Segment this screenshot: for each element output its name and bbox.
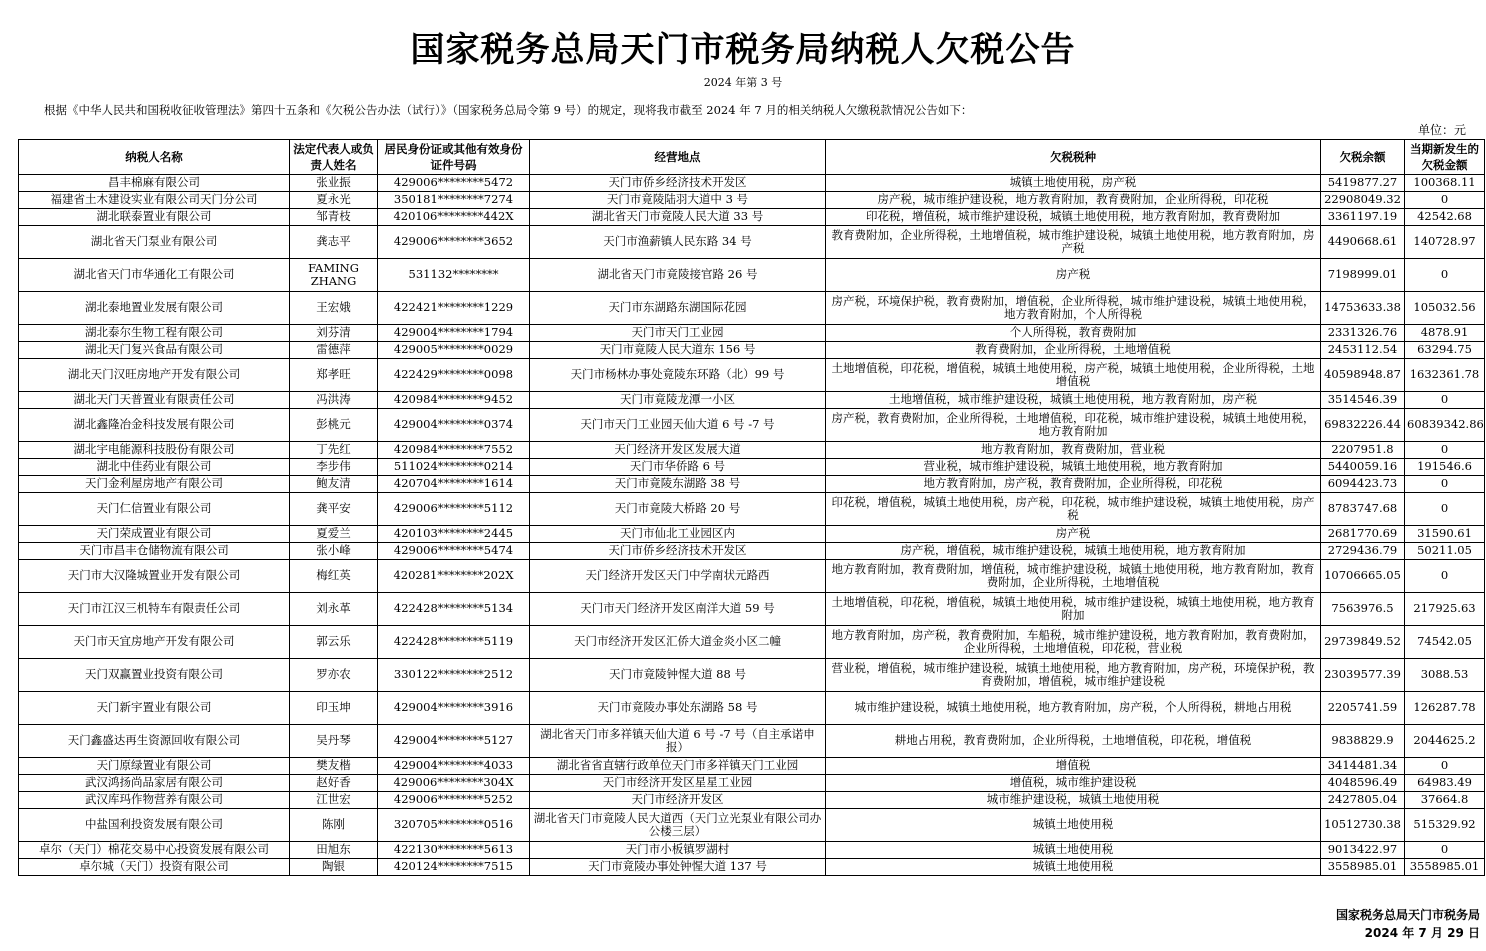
- new-arrears-cell: 100368.11: [1405, 175, 1485, 192]
- representative-cell: 吴丹琴: [290, 725, 378, 758]
- table-row: [19, 543, 1485, 560]
- arrears-balance-cell: 40598948.87: [1321, 359, 1405, 392]
- arrears-balance-cell: 2729436.79: [1321, 543, 1405, 560]
- tax-types-cell: 房产税，城市维护建设税，地方教育附加，教育费附加，企业所得税，印花税: [826, 192, 1321, 209]
- representative-cell: 郑孝旺: [290, 359, 378, 392]
- id-number-cell: 429004********1794: [378, 325, 530, 342]
- id-number-cell: 429006********3652: [378, 226, 530, 259]
- arrears-balance-cell: 3414481.34: [1321, 758, 1405, 775]
- table-row: [19, 792, 1485, 809]
- table-row: [19, 209, 1485, 226]
- new-arrears-cell: 0: [1405, 442, 1485, 459]
- taxpayer-name-cell: 卓尔（天门）棉花交易中心投资发展有限公司: [19, 842, 290, 859]
- representative-cell: 李步伟: [290, 459, 378, 476]
- tax-types-cell: 教育费附加，企业所得税，土地增值税，城市维护建设税，城镇土地使用税，地方教育附加，房产税: [826, 226, 1321, 259]
- id-number-cell: 429004********4033: [378, 758, 530, 775]
- tax-types-cell: 城镇土地使用税: [826, 859, 1321, 876]
- address-cell: 天门市天门工业园天仙大道 6 号 -7 号: [530, 409, 826, 442]
- taxpayer-name-cell: 天门仁信置业有限公司: [19, 493, 290, 526]
- tax-types-cell: 城市维护建设税，城镇土地使用税，地方教育附加，房产税，个人所得税，耕地占用税: [826, 692, 1321, 725]
- id-number-cell: 420124********7515: [378, 859, 530, 876]
- representative-cell: 郭云乐: [290, 626, 378, 659]
- id-number-cell: 420106********442X: [378, 209, 530, 226]
- header-tax-types: 欠税税种: [826, 140, 1321, 175]
- tax-types-cell: 房产税: [826, 526, 1321, 543]
- id-number-cell: 420984********7552: [378, 442, 530, 459]
- taxpayer-name-cell: 湖北宇电能源科技股份有限公司: [19, 442, 290, 459]
- table-row: [19, 809, 1485, 842]
- table-header-row: [19, 140, 1485, 175]
- address-cell: 天门市华侨路 6 号: [530, 459, 826, 476]
- new-arrears-cell: 0: [1405, 493, 1485, 526]
- id-number-cell: 429005********0029: [378, 342, 530, 359]
- tax-types-cell: 房产税，环境保护税，教育费附加，增值税，企业所得税，城市维护建设税，城镇土地使用税，地方教育附加，个人所得税: [826, 292, 1321, 325]
- address-cell: 天门市竟陵东湖路 38 号: [530, 476, 826, 493]
- table-row: [19, 392, 1485, 409]
- taxpayer-name-cell: 湖北鑫隆冶金科技发展有限公司: [19, 409, 290, 442]
- address-cell: 天门经济开发区发展大道: [530, 442, 826, 459]
- tax-types-cell: 营业税，增值税，城市维护建设税，城镇土地使用税，地方教育附加，房产税，环境保护税，教育费附加，增值税，城市维护建设税: [826, 659, 1321, 692]
- new-arrears-cell: 0: [1405, 392, 1485, 409]
- taxpayer-name-cell: 天门新宇置业有限公司: [19, 692, 290, 725]
- representative-cell: 樊友楷: [290, 758, 378, 775]
- table-row: [19, 593, 1485, 626]
- arrears-balance-cell: 4490668.61: [1321, 226, 1405, 259]
- arrears-balance-cell: 9838829.9: [1321, 725, 1405, 758]
- arrears-balance-cell: 22908049.32: [1321, 192, 1405, 209]
- table-row: [19, 560, 1485, 593]
- footer: [1336, 906, 1480, 942]
- taxpayer-name-cell: 武汉库玛作物营养有限公司: [19, 792, 290, 809]
- new-arrears-cell: 105032.56: [1405, 292, 1485, 325]
- taxpayer-name-cell: 天门市江汉三机特车有限责任公司: [19, 593, 290, 626]
- table-row: [19, 526, 1485, 543]
- taxpayer-name-cell: 天门金利屋房地产有限公司: [19, 476, 290, 493]
- arrears-balance-cell: 23039577.39: [1321, 659, 1405, 692]
- header-taxpayer-name: 纳税人名称: [19, 140, 290, 175]
- footer-organization: 国家税务总局天门市税务局: [1335, 908, 1480, 922]
- table-row: [19, 859, 1485, 876]
- table-row: [19, 659, 1485, 692]
- id-number-cell: 429006********5474: [378, 543, 530, 560]
- representative-cell: 陈刚: [290, 809, 378, 842]
- header-representative: 法定代表人或负责人姓名: [290, 140, 378, 175]
- tax-types-cell: 增值税，城市维护建设税: [826, 775, 1321, 792]
- taxpayer-name-cell: 武汉鸿扬尚品家居有限公司: [19, 775, 290, 792]
- intro-paragraph: 根据《中华人民共和国税收征收管理法》第四十五条和《欠税公告办法（试行）》（国家税务总局令第 9 号）的规定，现将我市截至 2024 年 7 月的相关纳税人欠缴税款情况公告如下：: [44, 103, 973, 117]
- new-arrears-cell: 191546.6: [1405, 459, 1485, 476]
- tax-types-cell: 土地增值税，印花税，增值税，城镇土地使用税，城市维护建设税，城镇土地使用税，地方教育附加: [826, 593, 1321, 626]
- id-number-cell: 420984********9452: [378, 392, 530, 409]
- arrears-balance-cell: 10512730.38: [1321, 809, 1405, 842]
- address-cell: 天门市竟陵人民大道东 156 号: [530, 342, 826, 359]
- new-arrears-cell: 31590.61: [1405, 526, 1485, 543]
- taxpayer-name-cell: 福建省土木建设实业有限公司天门分公司: [19, 192, 290, 209]
- taxpayer-name-cell: 卓尔城（天门）投资有限公司: [19, 859, 290, 876]
- taxpayer-name-cell: 湖北天门汉旺房地产开发有限公司: [19, 359, 290, 392]
- tax-types-cell: 地方教育附加，房产税，教育费附加，车船税，城市维护建设税，地方教育附加，教育费附加，企业所得税，土地增值税，印花税，营业税: [826, 626, 1321, 659]
- address-cell: 天门市竟陵陆羽大道中 3 号: [530, 192, 826, 209]
- id-number-cell: 320705********0516: [378, 809, 530, 842]
- arrears-balance-cell: 5440059.16: [1321, 459, 1405, 476]
- arrears-balance-cell: 6094423.73: [1321, 476, 1405, 493]
- taxpayer-name-cell: 湖北中佳药业有限公司: [19, 459, 290, 476]
- tax-types-cell: 土地增值税，印花税，增值税，城镇土地使用税，房产税，城镇土地使用税，企业所得税，土地增值税: [826, 359, 1321, 392]
- tax-types-cell: 城镇土地使用税: [826, 809, 1321, 842]
- new-arrears-cell: 42542.68: [1405, 209, 1485, 226]
- address-cell: 天门市侨乡经济技术开发区: [530, 175, 826, 192]
- table-row: [19, 842, 1485, 859]
- header-business-address: 经营地点: [530, 140, 826, 175]
- representative-cell: 田旭东: [290, 842, 378, 859]
- new-arrears-cell: 37664.8: [1405, 792, 1485, 809]
- taxpayer-name-cell: 昌丰棉麻有限公司: [19, 175, 290, 192]
- address-cell: 湖北省天门市竟陵接官路 26 号: [530, 259, 826, 292]
- id-number-cell: 350181********7274: [378, 192, 530, 209]
- new-arrears-cell: 4878.91: [1405, 325, 1485, 342]
- table-row: [19, 259, 1485, 292]
- tax-types-cell: 城市维护建设税，城镇土地使用税: [826, 792, 1321, 809]
- arrears-balance-cell: 3558985.01: [1321, 859, 1405, 876]
- representative-cell: 龚志平: [290, 226, 378, 259]
- table-row: [19, 775, 1485, 792]
- new-arrears-cell: 60839342.86: [1405, 409, 1485, 442]
- footer-date: 2024 年 7 月 29 日: [1364, 926, 1480, 940]
- id-number-cell: 420103********2445: [378, 526, 530, 543]
- new-arrears-cell: 126287.78: [1405, 692, 1485, 725]
- new-arrears-cell: 63294.75: [1405, 342, 1485, 359]
- new-arrears-cell: 3558985.01: [1405, 859, 1485, 876]
- table-row: [19, 692, 1485, 725]
- id-number-cell: 429004********5127: [378, 725, 530, 758]
- tax-types-cell: 印花税，增值税，城镇土地使用税，房产税，印花税，城市维护建设税，城镇土地使用税，房产税: [826, 493, 1321, 526]
- table-row: [19, 292, 1485, 325]
- table-row: [19, 192, 1485, 209]
- id-number-cell: 531132********: [378, 259, 530, 292]
- taxpayer-name-cell: 天门荣成置业有限公司: [19, 526, 290, 543]
- table-row: [19, 359, 1485, 392]
- table-row: [19, 626, 1485, 659]
- address-cell: 湖北省天门市多祥镇天仙大道 6 号 -7 号（自主承诺申报）: [530, 725, 826, 758]
- tax-types-cell: 地方教育附加，房产税，教育费附加，企业所得税，印花税: [826, 476, 1321, 493]
- address-cell: 天门市竟陵办事处钟惺大道 137 号: [530, 859, 826, 876]
- id-number-cell: 429006********5472: [378, 175, 530, 192]
- id-number-cell: 420704********1614: [378, 476, 530, 493]
- representative-cell: 邹青枝: [290, 209, 378, 226]
- address-cell: 天门市经济开发区: [530, 792, 826, 809]
- new-arrears-cell: 50211.05: [1405, 543, 1485, 560]
- taxpayer-name-cell: 中盐国利投资发展有限公司: [19, 809, 290, 842]
- arrears-balance-cell: 2427805.04: [1321, 792, 1405, 809]
- arrears-balance-cell: 2207951.8: [1321, 442, 1405, 459]
- address-cell: 湖北省天门市竟陵人民大道西（天门立光泵业有限公司办公楼三层）: [530, 809, 826, 842]
- table-row: [19, 175, 1485, 192]
- arrears-balance-cell: 14753633.38: [1321, 292, 1405, 325]
- arrears-balance-cell: 5419877.27: [1321, 175, 1405, 192]
- representative-cell: 罗亦农: [290, 659, 378, 692]
- representative-cell: 梅红英: [290, 560, 378, 593]
- table-row: [19, 325, 1485, 342]
- address-cell: 天门市天门经济开发区南洋大道 59 号: [530, 593, 826, 626]
- representative-cell: 王宏娥: [290, 292, 378, 325]
- id-number-cell: 422428********5134: [378, 593, 530, 626]
- representative-cell: 张小峰: [290, 543, 378, 560]
- address-cell: 天门市杨林办事处竟陵东环路（北）99 号: [530, 359, 826, 392]
- taxpayer-name-cell: 天门市天宜房地产开发有限公司: [19, 626, 290, 659]
- taxpayer-name-cell: 湖北省天门市华通化工有限公司: [19, 259, 290, 292]
- header-new-arrears: 当期新发生的欠税金额: [1405, 140, 1485, 175]
- arrears-balance-cell: 8783747.68: [1321, 493, 1405, 526]
- table-row: [19, 725, 1485, 758]
- tax-types-cell: 耕地占用税，教育费附加，企业所得税，土地增值税，印花税，增值税: [826, 725, 1321, 758]
- address-cell: 天门市经济开发区星星工业园: [530, 775, 826, 792]
- taxpayer-name-cell: 湖北联泰置业有限公司: [19, 209, 290, 226]
- arrears-balance-cell: 2205741.59: [1321, 692, 1405, 725]
- taxpayer-name-cell: 湖北省天门泵业有限公司: [19, 226, 290, 259]
- address-cell: 天门市竟陵龙潭一小区: [530, 392, 826, 409]
- address-cell: 天门经济开发区天门中学南状元路西: [530, 560, 826, 593]
- unit-label: 单位：元: [1417, 123, 1466, 137]
- arrears-balance-cell: 69832226.44: [1321, 409, 1405, 442]
- address-cell: 天门市渔薪镇人民东路 34 号: [530, 226, 826, 259]
- arrears-balance-cell: 7198999.01: [1321, 259, 1405, 292]
- issue-number: 2024 年第 3 号: [703, 76, 783, 89]
- tax-types-cell: 印花税，增值税，城市维护建设税，城镇土地使用税，地方教育附加，教育费附加: [826, 209, 1321, 226]
- table-row: [19, 493, 1485, 526]
- table-row: [19, 409, 1485, 442]
- taxpayer-name-cell: 天门市大汉隆城置业开发有限公司: [19, 560, 290, 593]
- arrears-balance-cell: 2453112.54: [1321, 342, 1405, 359]
- arrears-balance-cell: 9013422.97: [1321, 842, 1405, 859]
- id-number-cell: 330122********2512: [378, 659, 530, 692]
- arrears-balance-cell: 10706665.05: [1321, 560, 1405, 593]
- representative-cell: 刘永革: [290, 593, 378, 626]
- id-number-cell: 422428********5119: [378, 626, 530, 659]
- representative-cell: 江世宏: [290, 792, 378, 809]
- representative-cell: 印玉坤: [290, 692, 378, 725]
- representative-cell: 陶银: [290, 859, 378, 876]
- representative-cell: 鲍友清: [290, 476, 378, 493]
- tax-types-cell: 土地增值税，城市维护建设税，城镇土地使用税，地方教育附加，房产税: [826, 392, 1321, 409]
- id-number-cell: 422429********0098: [378, 359, 530, 392]
- new-arrears-cell: 74542.05: [1405, 626, 1485, 659]
- new-arrears-cell: 0: [1405, 192, 1485, 209]
- header-arrears-balance: 欠税余额: [1321, 140, 1405, 175]
- arrears-balance-cell: 4048596.49: [1321, 775, 1405, 792]
- representative-cell: 夏爱兰: [290, 526, 378, 543]
- table-row: [19, 459, 1485, 476]
- arrears-balance-cell: 29739849.52: [1321, 626, 1405, 659]
- taxpayer-name-cell: 天门鑫盛达再生资源回收有限公司: [19, 725, 290, 758]
- new-arrears-cell: 515329.92: [1405, 809, 1485, 842]
- taxpayer-name-cell: 天门原绿置业有限公司: [19, 758, 290, 775]
- taxpayer-name-cell: 湖北天门复兴食品有限公司: [19, 342, 290, 359]
- id-number-cell: 422130********5613: [378, 842, 530, 859]
- arrears-balance-cell: 3514546.39: [1321, 392, 1405, 409]
- new-arrears-cell: 0: [1405, 758, 1485, 775]
- new-arrears-cell: 0: [1405, 259, 1485, 292]
- representative-cell: 赵好香: [290, 775, 378, 792]
- new-arrears-cell: 0: [1405, 842, 1485, 859]
- representative-cell: 龚平安: [290, 493, 378, 526]
- arrears-balance-cell: 3361197.19: [1321, 209, 1405, 226]
- id-number-cell: 429004********0374: [378, 409, 530, 442]
- representative-cell: 雷德萍: [290, 342, 378, 359]
- page-title: 国家税务总局天门市税务局纳税人欠税公告: [410, 30, 1076, 70]
- new-arrears-cell: 2044625.2: [1405, 725, 1485, 758]
- id-number-cell: 429006********5112: [378, 493, 530, 526]
- representative-cell: 丁先红: [290, 442, 378, 459]
- new-arrears-cell: 140728.97: [1405, 226, 1485, 259]
- address-cell: 天门市侨乡经济技术开发区: [530, 543, 826, 560]
- table-row: [19, 342, 1485, 359]
- id-number-cell: 429006********5252: [378, 792, 530, 809]
- new-arrears-cell: 64983.49: [1405, 775, 1485, 792]
- address-cell: 天门市仙北工业园区内: [530, 526, 826, 543]
- taxpayer-name-cell: 天门双赢置业投资有限公司: [19, 659, 290, 692]
- address-cell: 天门市小板镇罗湖村: [530, 842, 826, 859]
- tax-types-cell: 营业税，城市维护建设税，城镇土地使用税，地方教育附加: [826, 459, 1321, 476]
- address-cell: 湖北省天门市竟陵人民大道 33 号: [530, 209, 826, 226]
- taxpayer-name-cell: 湖北泰尔生物工程有限公司: [19, 325, 290, 342]
- arrears-balance-cell: 2681770.69: [1321, 526, 1405, 543]
- arrears-balance-cell: 7563976.5: [1321, 593, 1405, 626]
- tax-types-cell: 地方教育附加，教育费附加，营业税: [826, 442, 1321, 459]
- address-cell: 天门市竟陵大桥路 20 号: [530, 493, 826, 526]
- representative-cell: 张业振: [290, 175, 378, 192]
- tax-types-cell: 城镇土地使用税，房产税: [826, 175, 1321, 192]
- representative-cell: 冯洪涛: [290, 392, 378, 409]
- table-row: [19, 442, 1485, 459]
- new-arrears-cell: 1632361.78: [1405, 359, 1485, 392]
- tax-types-cell: 教育费附加，企业所得税，土地增值税: [826, 342, 1321, 359]
- tax-types-cell: 地方教育附加，教育费附加，增值税，城市维护建设税，城镇土地使用税，地方教育附加，教育费附加，企业所得税，土地增值税: [826, 560, 1321, 593]
- tax-types-cell: 房产税: [826, 259, 1321, 292]
- address-cell: 天门市东湖路东湖国际花园: [530, 292, 826, 325]
- tax-types-cell: 房产税，增值税，城市维护建设税，城镇土地使用税，地方教育附加: [826, 543, 1321, 560]
- new-arrears-cell: 3088.53: [1405, 659, 1485, 692]
- tax-arrears-table: [18, 139, 1485, 876]
- tax-types-cell: 城镇土地使用税: [826, 842, 1321, 859]
- new-arrears-cell: 217925.63: [1405, 593, 1485, 626]
- representative-cell: 刘芬清: [290, 325, 378, 342]
- address-cell: 天门市竟陵办事处东湖路 58 号: [530, 692, 826, 725]
- new-arrears-cell: 0: [1405, 476, 1485, 493]
- id-number-cell: 422421********1229: [378, 292, 530, 325]
- arrears-balance-cell: 2331326.76: [1321, 325, 1405, 342]
- address-cell: 天门市经济开发区汇侨大道金炎小区二幢: [530, 626, 826, 659]
- id-number-cell: 420281********202X: [378, 560, 530, 593]
- tax-types-cell: 房产税，教育费附加，企业所得税，土地增值税，印花税，城市维护建设税，城镇土地使用税，地方教育附加: [826, 409, 1321, 442]
- representative-cell: FAMING ZHANG: [290, 259, 378, 292]
- tax-types-cell: 增值税: [826, 758, 1321, 775]
- taxpayer-name-cell: 湖北天门天普置业有限责任公司: [19, 392, 290, 409]
- address-cell: 天门市天门工业园: [530, 325, 826, 342]
- address-cell: 天门市竟陵钟惺大道 88 号: [530, 659, 826, 692]
- table-row: [19, 758, 1485, 775]
- id-number-cell: 429006********304X: [378, 775, 530, 792]
- representative-cell: 彭桃元: [290, 409, 378, 442]
- address-cell: 湖北省省直辖行政单位天门市多祥镇天门工业园: [530, 758, 826, 775]
- taxpayer-name-cell: 天门市昌丰仓储物流有限公司: [19, 543, 290, 560]
- header-id-number: 居民身份证或其他有效身份证件号码: [378, 140, 530, 175]
- taxpayer-name-cell: 湖北泰地置业发展有限公司: [19, 292, 290, 325]
- tax-types-cell: 个人所得税，教育费附加: [826, 325, 1321, 342]
- id-number-cell: 511024********0214: [378, 459, 530, 476]
- id-number-cell: 429004********3916: [378, 692, 530, 725]
- representative-cell: 夏永光: [290, 192, 378, 209]
- table-row: [19, 476, 1485, 493]
- new-arrears-cell: 0: [1405, 560, 1485, 593]
- table-row: [19, 226, 1485, 259]
